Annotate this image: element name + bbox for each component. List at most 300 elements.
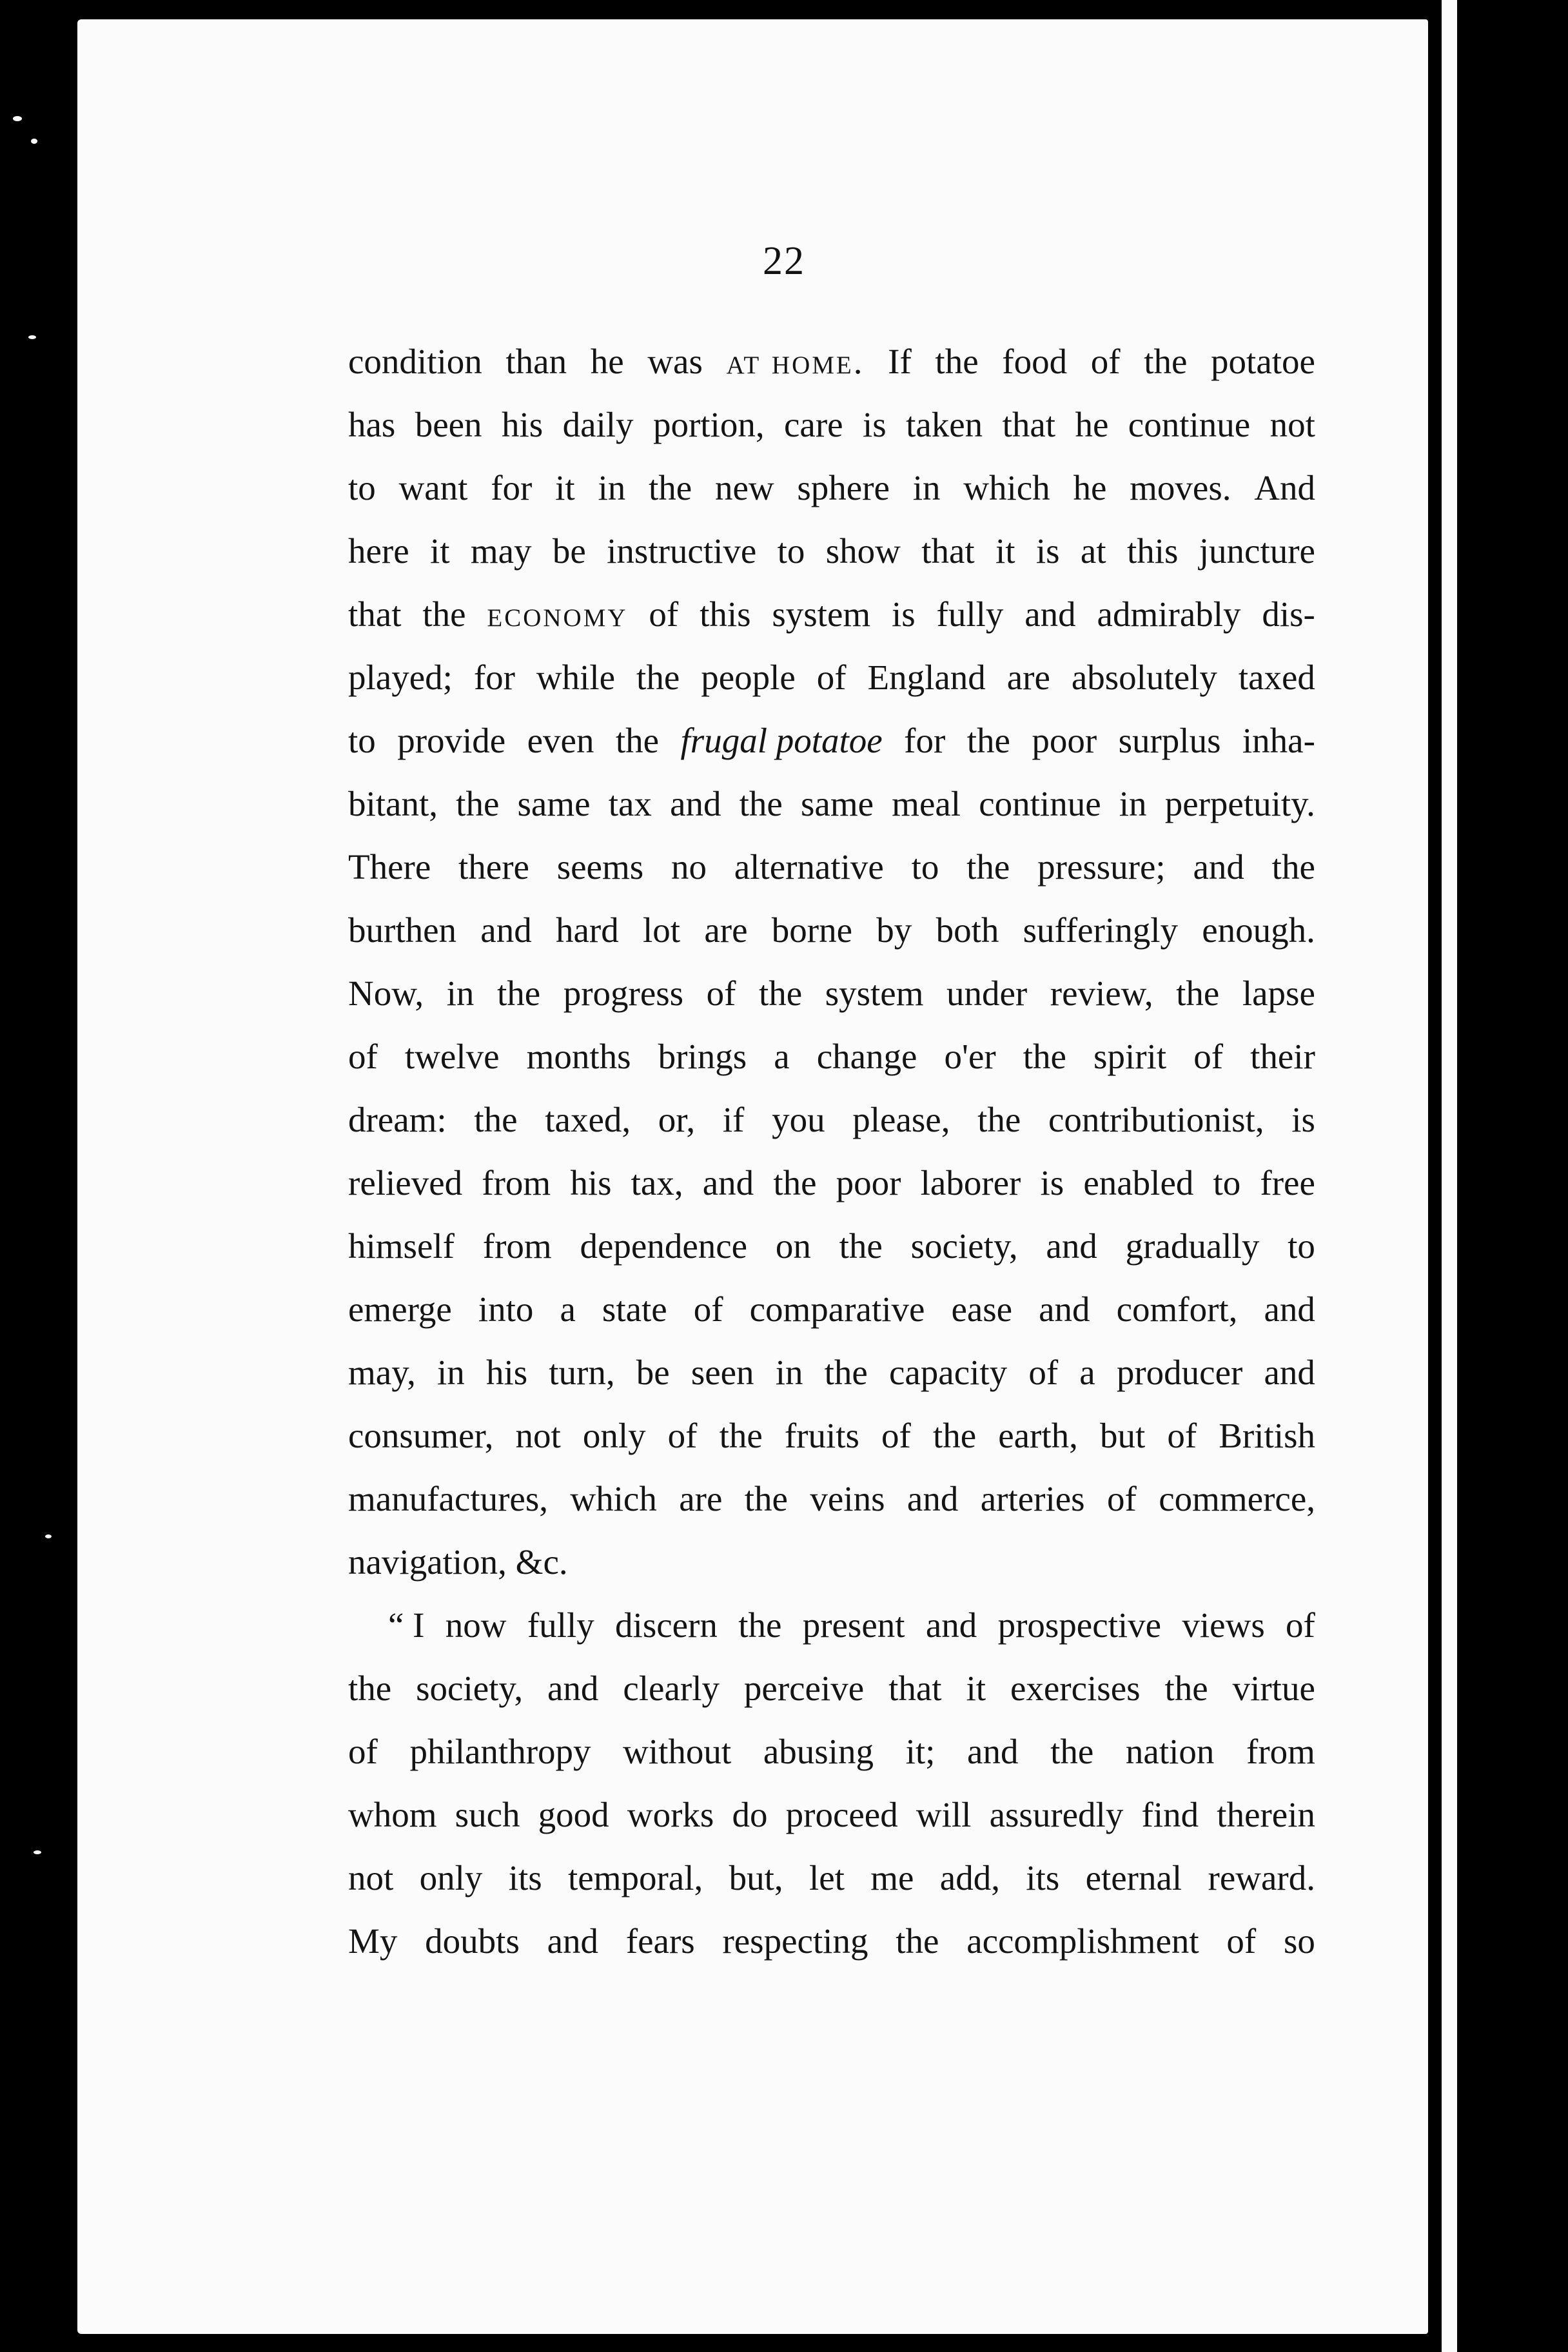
word: and: [547, 1669, 599, 1708]
text-line: [348, 772, 1315, 836]
word: relieved: [348, 1163, 463, 1202]
word: at: [1080, 531, 1106, 571]
word: spirit: [1093, 1037, 1167, 1076]
word: in: [1119, 784, 1147, 823]
word: There: [348, 847, 431, 887]
word: discern: [615, 1605, 718, 1645]
word: perceive: [743, 1669, 865, 1708]
word: clearly: [623, 1669, 720, 1708]
word: the: [932, 1416, 977, 1455]
word: no: [671, 847, 707, 887]
word: but,: [729, 1858, 783, 1897]
word: it: [966, 1669, 986, 1708]
word: it: [995, 531, 1015, 571]
word: to: [1288, 1226, 1315, 1266]
word: poor: [836, 1163, 901, 1202]
word: taxed,: [545, 1100, 631, 1139]
word: he: [590, 342, 624, 381]
word: of: [1226, 1921, 1257, 1961]
word: he: [1073, 468, 1107, 507]
word: without: [623, 1732, 732, 1771]
word: to: [911, 847, 939, 887]
word: seems: [556, 847, 644, 887]
word: the: [966, 721, 1010, 760]
word: from: [482, 1163, 551, 1202]
word: seen: [691, 1353, 754, 1392]
text-line: [348, 1215, 1315, 1278]
text-line: [348, 1341, 1315, 1404]
word: than: [505, 342, 567, 381]
text-line: [348, 1152, 1315, 1215]
word: the: [615, 721, 660, 760]
word: assuredly: [989, 1795, 1124, 1834]
word: England: [867, 658, 986, 697]
word: and: [480, 910, 532, 950]
word: is: [1291, 1100, 1315, 1139]
word: of: [348, 1732, 378, 1771]
word: and: [670, 784, 721, 823]
word: to: [348, 468, 376, 507]
text-line: [348, 646, 1315, 709]
word: good: [538, 1795, 609, 1834]
binding-shadow: [1458, 0, 1568, 2352]
text-line: [348, 962, 1315, 1025]
text-line: [348, 1531, 1315, 1594]
text-line: [348, 1783, 1315, 1847]
word: in: [598, 468, 626, 507]
word: the: [422, 594, 466, 634]
word: earth,: [998, 1416, 1078, 1455]
page-number: 22: [763, 239, 805, 283]
word: taken: [906, 405, 983, 444]
word: therein: [1217, 1795, 1315, 1834]
word: the: [966, 847, 1010, 887]
word: potatoe: [1211, 342, 1315, 381]
word: himself: [348, 1226, 455, 1266]
word: the: [1050, 1732, 1094, 1771]
word: commerce,: [1159, 1479, 1315, 1518]
word: moves.: [1130, 468, 1231, 507]
word: nation: [1125, 1732, 1215, 1771]
word: fears: [625, 1921, 695, 1961]
word: fully: [936, 594, 1004, 634]
word: and: [547, 1921, 599, 1961]
word: comparative: [749, 1289, 925, 1329]
word: fruits: [784, 1416, 859, 1455]
word: to: [348, 721, 376, 760]
word: o'er: [944, 1037, 996, 1076]
word: prospective: [997, 1605, 1162, 1645]
word: present: [802, 1605, 905, 1645]
word: of: [693, 1289, 723, 1329]
word: even: [527, 721, 594, 760]
word: the: [977, 1100, 1021, 1139]
word: of: [649, 594, 679, 634]
text-line: [348, 1910, 1315, 1973]
word: reward.: [1208, 1858, 1315, 1897]
word: dependence: [580, 1226, 748, 1266]
text-line: [348, 899, 1315, 962]
word: same: [517, 784, 591, 823]
word: of: [667, 1416, 698, 1455]
word: accomplishment: [966, 1921, 1199, 1961]
text-line: [348, 1720, 1315, 1783]
word: the: [496, 974, 541, 1013]
word: their: [1250, 1037, 1315, 1076]
word: the: [1164, 1669, 1208, 1708]
word: was: [647, 342, 703, 381]
word: pressure;: [1037, 847, 1166, 887]
word: system: [825, 974, 924, 1013]
word: of: [1028, 1353, 1059, 1392]
word: which: [570, 1479, 657, 1518]
body-text: [348, 330, 1315, 1973]
word: the: [739, 784, 783, 823]
word: now: [445, 1605, 507, 1645]
word: tax,: [631, 1163, 683, 1202]
word: which: [963, 468, 1050, 507]
word: gradually: [1125, 1226, 1260, 1266]
word: Now,: [348, 974, 424, 1013]
text-line: [348, 330, 1315, 393]
text-line: [348, 1594, 1315, 1657]
text-line: [348, 583, 1315, 646]
word: but: [1099, 1416, 1146, 1455]
word: only: [419, 1858, 483, 1897]
text-line: [348, 1847, 1315, 1910]
word: If: [888, 342, 912, 381]
word: enabled: [1083, 1163, 1194, 1202]
word: condition: [348, 342, 482, 381]
word: a: [774, 1037, 790, 1076]
word: ease: [951, 1289, 1013, 1329]
word: works: [627, 1795, 714, 1834]
word: proceed: [785, 1795, 898, 1834]
word: bitant,: [348, 784, 438, 823]
word: respecting: [722, 1921, 868, 1961]
word: the: [1271, 847, 1315, 887]
word: its: [508, 1858, 542, 1897]
word: only: [582, 1416, 646, 1455]
word: this: [1126, 531, 1179, 571]
word: for: [473, 658, 515, 697]
word: are: [679, 1479, 723, 1518]
word: may: [470, 531, 532, 571]
word: the: [456, 784, 500, 823]
word: continue: [979, 784, 1101, 823]
word: care: [784, 405, 843, 444]
word: is: [892, 594, 916, 634]
word: its: [1026, 1858, 1060, 1897]
facing-page-edge: [1442, 0, 1457, 2352]
word: in: [912, 468, 941, 507]
text-line: [348, 393, 1315, 456]
word: there: [458, 847, 529, 887]
word: and: [906, 1479, 959, 1518]
word: it: [555, 468, 575, 507]
word: played;: [348, 658, 453, 697]
word: state: [602, 1289, 667, 1329]
word: British: [1219, 1416, 1315, 1455]
word: meal: [892, 784, 961, 823]
word: a: [1079, 1353, 1095, 1392]
word: you: [772, 1100, 825, 1139]
word: the: [649, 468, 692, 507]
word: portion,: [652, 405, 765, 444]
word: in: [775, 1353, 803, 1392]
word: to: [1213, 1163, 1241, 1202]
word: economy: [487, 594, 628, 634]
text-line: [348, 1025, 1315, 1088]
word: his: [501, 405, 544, 444]
word: his: [485, 1353, 528, 1392]
word: sufferingly: [1023, 910, 1178, 950]
word: a: [560, 1289, 576, 1329]
word: of: [1090, 342, 1121, 381]
word: in: [437, 1353, 465, 1392]
word: of: [706, 974, 736, 1013]
word: please,: [852, 1100, 950, 1139]
word: of: [881, 1416, 911, 1455]
word: add,: [939, 1858, 1000, 1897]
word: taxed: [1238, 658, 1315, 697]
word: the: [935, 342, 979, 381]
word: enough.: [1202, 910, 1315, 950]
word: and: [925, 1605, 977, 1645]
text-line: [348, 1278, 1315, 1341]
word: the: [744, 1479, 788, 1518]
word: doubts: [425, 1921, 520, 1961]
word: are: [704, 910, 748, 950]
scan-speck: [28, 335, 36, 339]
word: fully: [527, 1605, 594, 1645]
text-line: [348, 709, 1315, 772]
word: that: [348, 594, 402, 634]
word: alternative: [734, 847, 884, 887]
word: dream:: [348, 1100, 447, 1139]
word: whom: [348, 1795, 437, 1834]
word: to: [777, 531, 805, 571]
word: is: [1035, 531, 1060, 571]
word: the: [824, 1353, 868, 1392]
word: free: [1260, 1163, 1315, 1202]
word: inha-: [1242, 721, 1315, 760]
word: new: [714, 468, 774, 507]
text-line: [348, 520, 1315, 583]
word: under: [946, 974, 1028, 1013]
text-line: [348, 1404, 1315, 1467]
word: consumer,: [348, 1416, 494, 1455]
word: views: [1182, 1605, 1265, 1645]
word: twelve: [404, 1037, 500, 1076]
word: society,: [910, 1226, 1018, 1266]
word: may,: [348, 1353, 416, 1392]
word: the: [896, 1921, 939, 1961]
word: borne: [771, 910, 853, 950]
word: both: [936, 910, 999, 950]
word: continue: [1128, 405, 1251, 444]
word: navigation, &c.: [348, 1542, 568, 1582]
word: that: [1002, 405, 1056, 444]
word: producer: [1116, 1353, 1243, 1392]
word: laborer: [920, 1163, 1021, 1202]
word: the: [1144, 342, 1188, 381]
word: has: [348, 405, 396, 444]
word: brings: [658, 1037, 747, 1076]
word: juncture: [1199, 531, 1315, 571]
word: of: [816, 658, 847, 697]
word: change: [816, 1037, 917, 1076]
word: it;: [905, 1732, 936, 1771]
word: instructive: [607, 531, 757, 571]
word: eternal: [1085, 1858, 1182, 1897]
word: the: [348, 1669, 392, 1708]
scan-speck: [13, 116, 22, 121]
word: so: [1284, 1921, 1315, 1961]
word: and: [1039, 1289, 1090, 1329]
word: exercises: [1010, 1669, 1141, 1708]
word: emerge: [348, 1289, 452, 1329]
word: the: [773, 1163, 817, 1202]
word: not: [348, 1858, 394, 1897]
word: burthen: [348, 910, 457, 950]
word: “ I: [388, 1605, 425, 1645]
word: the: [1176, 974, 1220, 1013]
word: and: [1264, 1289, 1315, 1329]
word: on: [775, 1226, 811, 1266]
word: absolutely: [1071, 658, 1217, 697]
word: he: [1075, 405, 1109, 444]
word: tax: [608, 784, 652, 823]
word: abusing: [763, 1732, 874, 1771]
word: from: [482, 1226, 552, 1266]
word: hard: [556, 910, 619, 950]
word: the: [636, 658, 680, 697]
text-line: [348, 456, 1315, 520]
word: lot: [643, 910, 681, 950]
word: at home.: [726, 342, 865, 381]
word: dis-: [1262, 594, 1315, 634]
word: is: [862, 405, 887, 444]
scan-speck: [45, 1534, 52, 1538]
word: if: [722, 1100, 745, 1139]
word: of: [1286, 1605, 1315, 1645]
word: veins: [810, 1479, 885, 1518]
word: find: [1141, 1795, 1199, 1834]
word: comfort,: [1116, 1289, 1238, 1329]
text-line: [348, 1088, 1315, 1152]
word: surplus: [1118, 721, 1221, 760]
word: the: [758, 974, 803, 1013]
word: me: [870, 1858, 914, 1897]
scan-speck: [31, 139, 37, 144]
word: frugal potatoe: [680, 721, 883, 760]
word: for: [491, 468, 533, 507]
word: philanthropy: [409, 1732, 591, 1771]
word: arteries: [980, 1479, 1085, 1518]
word: is: [1040, 1163, 1064, 1202]
word: of: [1167, 1416, 1197, 1455]
word: or,: [658, 1100, 696, 1139]
word: of: [1106, 1479, 1137, 1518]
word: want: [398, 468, 468, 507]
word: lapse: [1242, 974, 1315, 1013]
word: been: [415, 405, 482, 444]
word: show: [825, 531, 901, 571]
word: And: [1254, 468, 1315, 507]
word: by: [876, 910, 912, 950]
word: in: [446, 974, 475, 1013]
word: review,: [1050, 974, 1153, 1013]
word: contributionist,: [1048, 1100, 1264, 1139]
word: and: [1024, 594, 1076, 634]
word: the: [738, 1605, 782, 1645]
word: the: [1023, 1037, 1066, 1076]
word: turn,: [549, 1353, 615, 1392]
word: admirably: [1097, 594, 1241, 634]
word: sphere: [797, 468, 890, 507]
word: temporal,: [568, 1858, 703, 1897]
word: not: [1269, 405, 1315, 444]
scan-speck: [34, 1850, 41, 1854]
word: My: [348, 1921, 398, 1961]
word: and: [1264, 1353, 1315, 1392]
word: are: [1006, 658, 1050, 697]
word: be: [552, 531, 586, 571]
word: here: [348, 531, 409, 571]
word: virtue: [1232, 1669, 1315, 1708]
word: manufactures,: [348, 1479, 548, 1518]
word: the: [839, 1226, 883, 1266]
word: be: [636, 1353, 670, 1392]
word: into: [478, 1289, 534, 1329]
word: it: [429, 531, 450, 571]
word: do: [732, 1795, 768, 1834]
word: food: [1002, 342, 1068, 381]
word: not: [515, 1416, 561, 1455]
text-line: [348, 1467, 1315, 1531]
word: progress: [563, 974, 684, 1013]
word: people: [701, 658, 796, 697]
word: society,: [416, 1669, 524, 1708]
word: daily: [562, 405, 634, 444]
word: such: [455, 1795, 520, 1834]
word: system: [772, 594, 871, 634]
word: perpetuity.: [1164, 784, 1315, 823]
word: the: [719, 1416, 763, 1455]
word: capacity: [888, 1353, 1008, 1392]
word: his: [570, 1163, 612, 1202]
word: the: [474, 1100, 518, 1139]
word: and: [1046, 1226, 1097, 1266]
word: while: [536, 658, 616, 697]
word: months: [526, 1037, 631, 1076]
word: that: [888, 1669, 942, 1708]
word: of: [348, 1037, 378, 1076]
word: will: [916, 1795, 972, 1834]
word: and: [967, 1732, 1019, 1771]
word: that: [921, 531, 975, 571]
word: and: [1193, 847, 1244, 887]
text-line: [348, 1657, 1315, 1720]
word: this: [700, 594, 751, 634]
word: let: [808, 1858, 845, 1897]
word: for: [904, 721, 946, 760]
word: and: [702, 1163, 754, 1202]
word: poor: [1032, 721, 1097, 760]
word: provide: [397, 721, 506, 760]
word: from: [1246, 1732, 1315, 1771]
